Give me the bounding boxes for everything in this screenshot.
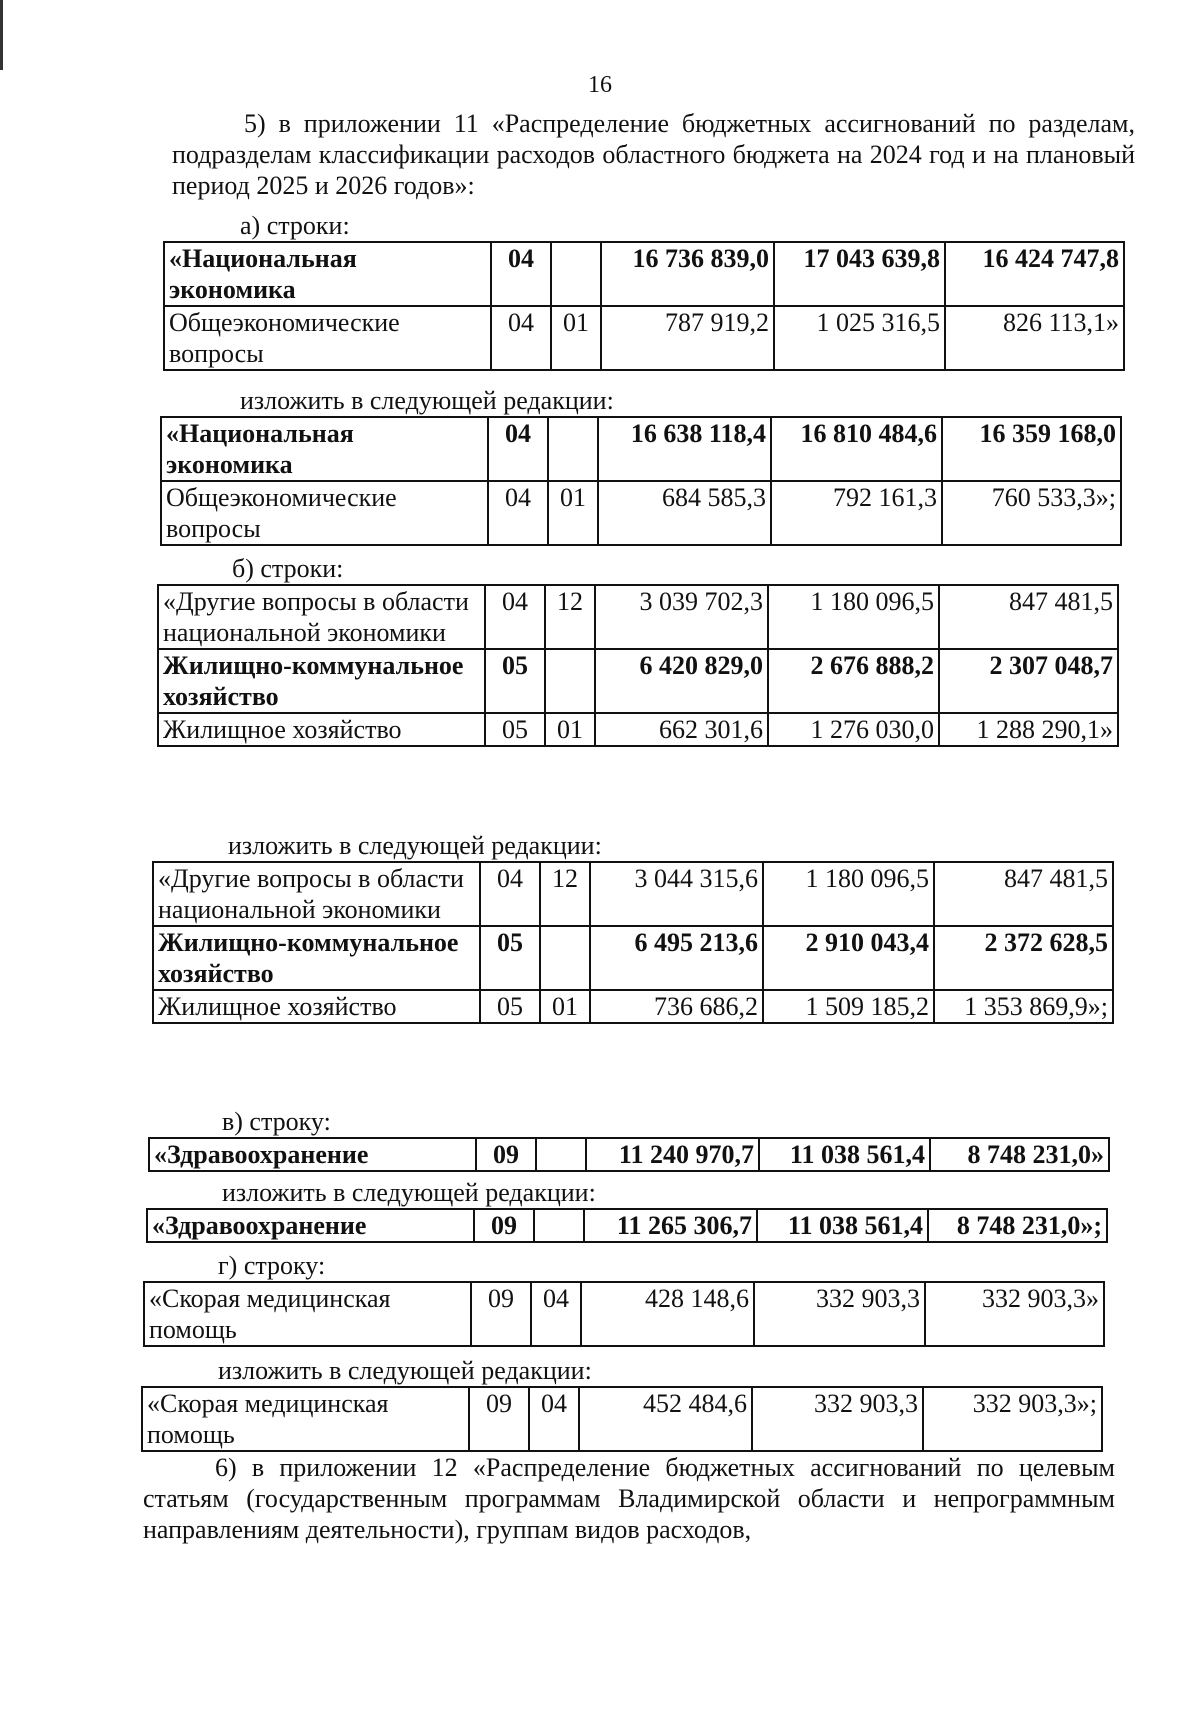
row-value-2026: 760 533,3»; [942, 481, 1121, 545]
label-a-new: изложить в следующей редакции: [240, 386, 614, 415]
table-row [158, 649, 1118, 713]
row-value-2026: 2 372 628,5 [934, 926, 1113, 990]
row-subsection: 12 [540, 862, 590, 926]
row-name: Жилищно-коммунальное хозяйство [158, 649, 485, 713]
table-row [161, 417, 1121, 481]
intro-rest: по разделам, подразделам классификации расходов областного бюджета на 2024 год и на плановый период 2025 и 2026 годов»: [172, 109, 1135, 200]
row-value-2026: 16 424 747,8 [945, 242, 1124, 306]
row-value-2024: 452 484,6 [579, 1387, 752, 1451]
table-row [144, 1282, 1104, 1346]
row-section: 04 [480, 862, 540, 926]
table-row [147, 1209, 1107, 1242]
row-section: 04 [491, 242, 551, 306]
label-v-new: изложить в следующей редакции: [222, 1178, 596, 1207]
row-value-2026: 16 359 168,0 [942, 417, 1121, 481]
row-section: 09 [469, 1387, 529, 1451]
table-row [142, 1387, 1102, 1451]
row-value-2025: 2 676 888,2 [768, 649, 939, 713]
table-row [153, 926, 1113, 990]
row-value-2024: 3 039 702,3 [595, 585, 768, 649]
row-value-2024: 16 638 118,4 [598, 417, 771, 481]
row-section: 04 [488, 417, 548, 481]
row-name: «Другие вопросы в области национальной экономики [153, 862, 480, 926]
row-value-2024: 787 919,2 [601, 306, 774, 370]
page-number: 16 [588, 72, 612, 98]
row-subsection: 01 [551, 306, 601, 370]
row-value-2024: 11 240 970,7 [586, 1138, 759, 1171]
row-name: Жилищно-коммунальное хозяйство [153, 926, 480, 990]
table-row [164, 242, 1124, 306]
intro-first-line: 5) в приложении 11 «Распределение бюджетных ассигнований [244, 109, 976, 138]
row-value-2024: 6 420 829,0 [595, 649, 768, 713]
table-row [153, 990, 1113, 1023]
table-a-old [163, 241, 1125, 371]
table-g-new [141, 1386, 1103, 1452]
row-section: 09 [471, 1282, 531, 1346]
row-value-2025: 1 276 030,0 [768, 713, 939, 746]
row-subsection: 01 [548, 481, 598, 545]
table-b-old [157, 584, 1119, 747]
row-section: 05 [485, 713, 545, 746]
row-value-2026: 2 307 048,7 [939, 649, 1118, 713]
table-row [158, 585, 1118, 649]
row-value-2025: 11 038 561,4 [757, 1209, 928, 1242]
row-name: «Скорая медицинская помощь [144, 1282, 471, 1346]
table-row [149, 1138, 1109, 1171]
row-name: Жилищное хозяйство [158, 713, 485, 746]
row-value-2026: 8 748 231,0»; [928, 1209, 1107, 1242]
table-b-new [152, 861, 1114, 1024]
table-row [153, 862, 1113, 926]
row-subsection [551, 242, 601, 306]
row-section: 05 [480, 926, 540, 990]
table-v-new [146, 1208, 1108, 1243]
row-subsection [536, 1138, 586, 1171]
row-value-2026: 1 288 290,1» [939, 713, 1118, 746]
row-value-2025: 1 180 096,5 [763, 862, 934, 926]
row-value-2024: 684 585,3 [598, 481, 771, 545]
row-subsection: 04 [531, 1282, 581, 1346]
row-value-2026: 1 353 869,9»; [934, 990, 1113, 1023]
row-subsection [548, 417, 598, 481]
row-value-2024: 662 301,6 [595, 713, 768, 746]
row-value-2024: 428 148,6 [581, 1282, 754, 1346]
row-value-2026: 332 903,3»; [923, 1387, 1102, 1451]
row-value-2026: 847 481,5 [939, 585, 1118, 649]
row-section: 05 [480, 990, 540, 1023]
row-value-2025: 1 509 185,2 [763, 990, 934, 1023]
outro-paragraph [143, 1452, 1115, 1545]
table-row [158, 713, 1118, 746]
label-v-row: в) строку: [222, 1107, 331, 1136]
label-b-new: изложить в следующей редакции: [228, 831, 602, 860]
row-name: «Здравоохранение [147, 1209, 474, 1242]
row-name: «Другие вопросы в области национальной экономики [158, 585, 485, 649]
label-a-rows: а) строки: [240, 211, 350, 240]
row-name: «Здравоохранение [149, 1138, 476, 1171]
row-name: «Национальная экономика [161, 417, 488, 481]
table-v-old [148, 1137, 1110, 1172]
table-a-new [160, 416, 1122, 546]
row-value-2024: 736 686,2 [590, 990, 763, 1023]
table-row [164, 306, 1124, 370]
row-value-2025: 17 043 639,8 [774, 242, 945, 306]
row-section: 09 [474, 1209, 534, 1242]
intro-paragraph [172, 108, 1135, 201]
row-section: 04 [485, 585, 545, 649]
row-name: Общеэкономические вопросы [161, 481, 488, 545]
row-section: 09 [476, 1138, 536, 1171]
table-g-old [143, 1281, 1105, 1347]
label-g-row: г) строку: [218, 1251, 326, 1280]
row-value-2026: 847 481,5 [934, 862, 1113, 926]
row-value-2026: 826 113,1» [945, 306, 1124, 370]
row-value-2024: 16 736 839,0 [601, 242, 774, 306]
row-value-2024: 11 265 306,7 [584, 1209, 757, 1242]
row-value-2024: 3 044 315,6 [590, 862, 763, 926]
row-subsection: 04 [529, 1387, 579, 1451]
row-value-2025: 1 025 316,5 [774, 306, 945, 370]
row-section: 04 [491, 306, 551, 370]
row-subsection: 01 [545, 713, 595, 746]
row-value-2026: 332 903,3» [925, 1282, 1104, 1346]
label-b-rows: б) строки: [232, 554, 344, 583]
row-value-2025: 332 903,3 [754, 1282, 925, 1346]
row-subsection: 01 [540, 990, 590, 1023]
row-name: Жилищное хозяйство [153, 990, 480, 1023]
row-section: 05 [485, 649, 545, 713]
row-name: Общеэкономические вопросы [164, 306, 491, 370]
row-name: «Скорая медицинская помощь [142, 1387, 469, 1451]
row-value-2025: 332 903,3 [752, 1387, 923, 1451]
row-subsection [534, 1209, 584, 1242]
outro-first-line: 6) в приложении 12 «Распределение бюджетных ассигнований [215, 1453, 962, 1482]
row-value-2025: 2 910 043,4 [763, 926, 934, 990]
row-subsection [545, 649, 595, 713]
row-name: «Национальная экономика [164, 242, 491, 306]
outro-rest: по целевым статьям (государственным программам Владимирской области и непрограммным направлениям деятельности), группам видов расходов, [143, 1453, 1115, 1544]
label-g-new: изложить в следующей редакции: [218, 1356, 592, 1385]
row-value-2025: 11 038 561,4 [759, 1138, 930, 1171]
row-value-2025: 16 810 484,6 [771, 417, 942, 481]
row-section: 04 [488, 481, 548, 545]
row-value-2025: 1 180 096,5 [768, 585, 939, 649]
row-value-2025: 792 161,3 [771, 481, 942, 545]
row-value-2024: 6 495 213,6 [590, 926, 763, 990]
row-subsection [540, 926, 590, 990]
row-subsection: 12 [545, 585, 595, 649]
table-row [161, 481, 1121, 545]
row-value-2026: 8 748 231,0» [930, 1138, 1109, 1171]
page-edge-line [0, 0, 3, 70]
